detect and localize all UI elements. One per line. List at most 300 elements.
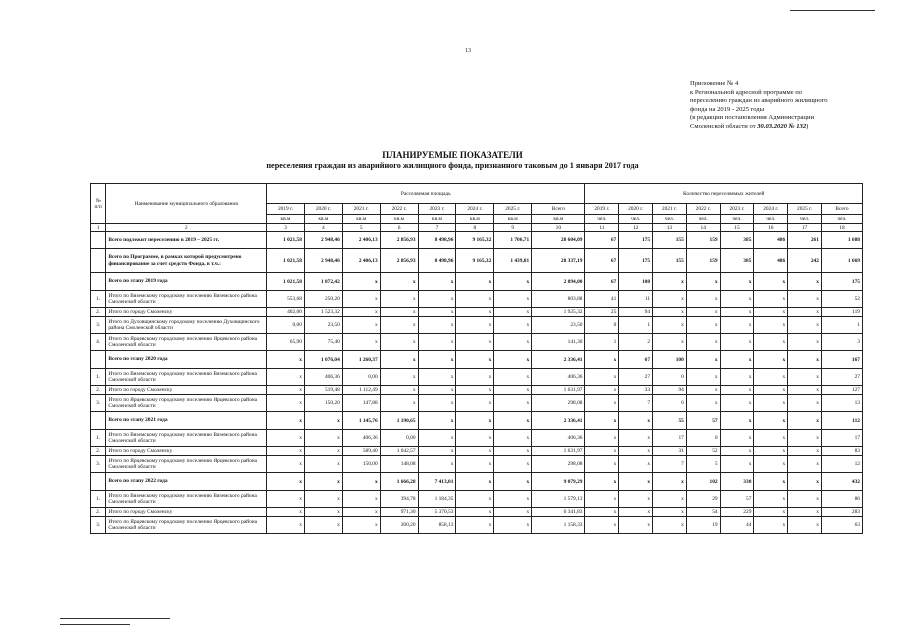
people-cell: x	[788, 430, 822, 447]
area-cell: 0,00	[380, 430, 418, 447]
document-title: ПЛАНИРУЕМЫЕ ПОКАЗАТЕЛИ	[382, 150, 523, 160]
header-column-number: 6	[380, 224, 418, 232]
area-cell: 0,00	[342, 369, 380, 386]
header-people-year: 2020 г.	[619, 204, 653, 215]
table-row-total	[91, 273, 863, 291]
table-row	[91, 334, 863, 351]
people-cell: x	[788, 351, 822, 369]
people-cell: x	[585, 447, 619, 456]
people-cell: 13	[821, 395, 862, 412]
header-area-year: 2024 г.	[456, 204, 494, 215]
people-cell: x	[619, 473, 653, 491]
area-cell: 589,40	[342, 447, 380, 456]
area-cell: x	[267, 508, 305, 517]
area-cell: 803,88	[532, 291, 585, 308]
people-cell: 94	[653, 386, 687, 395]
header-people-unit: чел.	[585, 215, 619, 224]
area-cell: x	[380, 273, 418, 291]
people-cell: x	[653, 517, 687, 534]
people-cell: x	[754, 369, 788, 386]
area-cell: x	[267, 369, 305, 386]
area-cell: 250,20	[304, 291, 342, 308]
area-cell: x	[418, 369, 456, 386]
header-name: Наименование муниципального образования	[106, 184, 267, 224]
area-cell: x	[342, 508, 380, 517]
area-cell: 147,88	[342, 395, 380, 412]
people-cell: x	[653, 308, 687, 317]
area-cell: x	[418, 395, 456, 412]
row-number	[91, 351, 106, 369]
row-name: Итого по Вяземскому городскому поселению Вяземского района Смоленской области	[106, 369, 267, 386]
people-cell: x	[585, 517, 619, 534]
area-cell: x	[304, 508, 342, 517]
people-cell: x	[585, 456, 619, 473]
people-cell: 3	[821, 334, 862, 351]
header-people-unit: чел.	[686, 215, 720, 224]
area-cell: 75,40	[304, 334, 342, 351]
people-cell: 67	[585, 249, 619, 273]
area-cell: 28 337,19	[532, 249, 585, 273]
header-column-number: 2	[106, 224, 267, 232]
area-cell: x	[380, 291, 418, 308]
people-cell: 385	[720, 249, 754, 273]
row-name: Итого по городу Смоленску	[106, 386, 267, 395]
area-cell: x	[418, 447, 456, 456]
people-cell: x	[788, 317, 822, 334]
people-cell: 1 688	[821, 232, 862, 249]
people-cell: 29	[686, 491, 720, 508]
area-cell: 858,13	[418, 517, 456, 534]
people-cell: 229	[720, 508, 754, 517]
area-cell: x	[380, 386, 418, 395]
table-row-total	[91, 473, 863, 491]
area-cell: x	[304, 456, 342, 473]
header-column-number: 1	[91, 224, 106, 232]
row-number: 3.	[91, 456, 106, 473]
area-cell: x	[418, 291, 456, 308]
header-people-year: 2023 г.	[720, 204, 754, 215]
people-cell: x	[788, 473, 822, 491]
row-name: Итого по Вяземскому городскому поселению Вяземского района Смоленской области	[106, 491, 267, 508]
row-number	[91, 273, 106, 291]
header-column-number: 5	[342, 224, 380, 232]
area-cell: x	[304, 447, 342, 456]
appendix-line-4: фонда на 2019 - 2025 годы	[690, 105, 765, 113]
area-cell: 28 604,09	[532, 232, 585, 249]
area-cell: 1 184,35	[418, 491, 456, 508]
area-cell: x	[456, 412, 494, 430]
area-cell: x	[494, 386, 532, 395]
people-cell: x	[754, 334, 788, 351]
people-cell: 102	[686, 473, 720, 491]
table-row-total	[91, 232, 863, 249]
people-cell: x	[720, 291, 754, 308]
area-cell: 406,36	[304, 369, 342, 386]
header-column-number: 11	[585, 224, 619, 232]
area-cell: x	[456, 491, 494, 508]
area-cell: 2 406,13	[342, 232, 380, 249]
area-cell: 2 406,13	[342, 249, 380, 273]
row-number: 2.	[91, 508, 106, 517]
area-cell: x	[494, 308, 532, 317]
bottom-rule	[60, 618, 170, 619]
people-cell: x	[585, 412, 619, 430]
area-cell: x	[267, 386, 305, 395]
people-cell: x	[788, 291, 822, 308]
area-cell: 2 336,41	[532, 412, 585, 430]
people-cell: x	[720, 386, 754, 395]
people-cell: x	[686, 273, 720, 291]
area-cell: 7 413,01	[418, 473, 456, 491]
area-cell: x	[267, 473, 305, 491]
table-header	[91, 184, 863, 232]
area-cell: x	[494, 473, 532, 491]
area-cell: x	[267, 351, 305, 369]
people-cell: x	[788, 308, 822, 317]
area-cell: x	[494, 317, 532, 334]
table-row	[91, 508, 863, 517]
area-cell: 1 190,65	[380, 412, 418, 430]
header-people-year: 2024 г.	[754, 204, 788, 215]
people-cell: x	[788, 369, 822, 386]
people-cell: x	[686, 369, 720, 386]
people-cell: x	[754, 273, 788, 291]
area-cell: x	[418, 308, 456, 317]
header-column-number: 7	[418, 224, 456, 232]
area-cell: x	[304, 491, 342, 508]
area-cell: 1 706,71	[494, 232, 532, 249]
row-name: Итого по Вяземскому городскому поселению Вяземского района Смоленской области	[106, 430, 267, 447]
table-row-total	[91, 412, 863, 430]
people-cell: x	[653, 291, 687, 308]
area-cell: x	[342, 291, 380, 308]
area-cell: x	[267, 430, 305, 447]
people-cell: 31	[653, 447, 687, 456]
people-cell: x	[788, 395, 822, 412]
area-cell: 1 158,33	[532, 517, 585, 534]
people-cell: 12	[821, 456, 862, 473]
area-cell: x	[380, 369, 418, 386]
header-area-unit: кв.м	[532, 215, 585, 224]
area-cell: x	[456, 291, 494, 308]
people-cell: x	[619, 412, 653, 430]
row-number: 1.	[91, 291, 106, 308]
people-cell: 55	[653, 412, 687, 430]
area-cell: x	[267, 447, 305, 456]
table-row	[91, 317, 863, 334]
people-cell: 7	[653, 456, 687, 473]
area-cell: x	[456, 273, 494, 291]
row-name: Итого по Ярцевскому городскому поселению Ярцевского района Смоленской области	[106, 456, 267, 473]
header-area-unit: кв.м	[456, 215, 494, 224]
people-cell: x	[619, 491, 653, 508]
header-people-year: Всего	[821, 204, 862, 215]
people-cell: x	[788, 508, 822, 517]
area-cell: x	[418, 334, 456, 351]
area-cell: 65,90	[267, 334, 305, 351]
area-cell: x	[342, 473, 380, 491]
header-area-year: Всего	[532, 204, 585, 215]
appendix-line-3: переселению граждан из аварийного жилищного	[690, 97, 828, 105]
area-cell: 1 631,97	[532, 386, 585, 395]
people-cell: 167	[821, 351, 862, 369]
row-number	[91, 473, 106, 491]
header-column-number: 15	[720, 224, 754, 232]
area-cell: 2 856,93	[380, 249, 418, 273]
area-cell: 1 021,58	[267, 232, 305, 249]
area-cell: 2 948,46	[304, 249, 342, 273]
people-cell: x	[754, 351, 788, 369]
area-cell: 1 631,97	[532, 447, 585, 456]
people-cell: x	[754, 291, 788, 308]
area-cell: x	[494, 351, 532, 369]
area-cell: 402,00	[267, 308, 305, 317]
area-cell: x	[494, 273, 532, 291]
header-column-number: 16	[754, 224, 788, 232]
people-cell: 159	[686, 232, 720, 249]
area-cell: x	[494, 430, 532, 447]
area-cell: x	[342, 317, 380, 334]
document-subtitle: переселения граждан из аварийного жилищного фонда, признанного таковым до 1 января 2017 года	[266, 161, 639, 170]
people-cell: 0	[653, 369, 687, 386]
row-name: Итого по городу Смоленску	[106, 308, 267, 317]
people-cell: x	[653, 508, 687, 517]
area-cell: x	[456, 386, 494, 395]
people-cell: x	[619, 508, 653, 517]
header-area-unit: кв.м	[342, 215, 380, 224]
people-cell: 486	[754, 249, 788, 273]
header-area-year: 2020 г.	[304, 204, 342, 215]
header-area-year: 2019 г.	[267, 204, 305, 215]
people-cell: 2	[619, 334, 653, 351]
row-number: 3.	[91, 317, 106, 334]
people-cell: x	[686, 386, 720, 395]
area-cell: x	[494, 334, 532, 351]
people-cell: 27	[821, 369, 862, 386]
header-column-number: 14	[686, 224, 720, 232]
area-cell: 1 579,13	[532, 491, 585, 508]
appendix-line-6: Смоленской области от	[690, 122, 758, 130]
people-cell: 52	[686, 447, 720, 456]
header-area-unit: кв.м	[304, 215, 342, 224]
people-cell: x	[686, 317, 720, 334]
people-cell: 94	[619, 308, 653, 317]
row-number: 2.	[91, 308, 106, 317]
area-cell: 553,68	[267, 291, 305, 308]
people-cell: x	[754, 317, 788, 334]
header-area-unit: кв.м	[418, 215, 456, 224]
header-column-number: 8	[456, 224, 494, 232]
header-column-number: 9	[494, 224, 532, 232]
people-cell: 19	[686, 517, 720, 534]
area-cell: x	[456, 456, 494, 473]
area-cell: 394,78	[380, 491, 418, 508]
header-column-number: 12	[619, 224, 653, 232]
people-cell: x	[754, 517, 788, 534]
area-cell: x	[456, 351, 494, 369]
row-number: 3.	[91, 395, 106, 412]
area-cell: 2 894,00	[532, 273, 585, 291]
area-cell: 298,08	[532, 456, 585, 473]
people-cell: x	[754, 491, 788, 508]
header-area-group: Расселяемая площадь	[267, 184, 585, 204]
people-cell: x	[788, 447, 822, 456]
area-cell: x	[304, 412, 342, 430]
area-cell: 971,30	[380, 508, 418, 517]
area-cell: 8 498,96	[418, 249, 456, 273]
people-cell: 25	[585, 308, 619, 317]
area-cell: 9 079,29	[532, 473, 585, 491]
people-cell: 11	[619, 291, 653, 308]
people-cell: x	[720, 456, 754, 473]
people-cell: 0	[585, 317, 619, 334]
area-cell: x	[456, 369, 494, 386]
row-name: Всего подлежит переселению в 2019 – 2025 гг.	[106, 232, 267, 249]
row-number: 3.	[91, 517, 106, 534]
people-cell: x	[720, 308, 754, 317]
row-name: Всего по Программе, в рамках которой предусмотрено финансирование за счет средств Фонда, в т.ч.:	[106, 249, 267, 273]
area-cell: x	[304, 517, 342, 534]
people-cell: x	[754, 308, 788, 317]
area-cell: x	[456, 395, 494, 412]
people-cell: x	[720, 412, 754, 430]
people-cell: x	[585, 508, 619, 517]
area-cell: x	[418, 386, 456, 395]
people-cell: x	[788, 456, 822, 473]
table-row	[91, 456, 863, 473]
area-cell: 8 498,96	[418, 232, 456, 249]
people-cell: 1	[585, 334, 619, 351]
row-number	[91, 412, 106, 430]
people-cell: x	[720, 369, 754, 386]
people-cell: x	[754, 456, 788, 473]
area-cell: 23,50	[304, 317, 342, 334]
people-cell: 67	[585, 273, 619, 291]
area-cell: x	[494, 291, 532, 308]
area-cell: 1 523,32	[304, 308, 342, 317]
people-cell: x	[686, 395, 720, 412]
people-cell: x	[720, 430, 754, 447]
people-cell: 283	[821, 508, 862, 517]
area-cell: x	[456, 517, 494, 534]
people-cell: x	[754, 412, 788, 430]
header-people-unit: чел.	[653, 215, 687, 224]
header-num: № п/п	[91, 184, 106, 224]
area-cell: x	[342, 273, 380, 291]
people-cell: x	[788, 334, 822, 351]
people-cell: x	[788, 386, 822, 395]
header-area-year: 2022 г.	[380, 204, 418, 215]
page-number: 13	[465, 48, 471, 54]
area-cell: 1 021,58	[267, 273, 305, 291]
header-column-number: 3	[267, 224, 305, 232]
people-cell: 57	[686, 412, 720, 430]
table-body	[91, 232, 863, 534]
people-cell: 44	[720, 517, 754, 534]
area-cell: x	[494, 412, 532, 430]
table-row-total	[91, 351, 863, 369]
people-cell: x	[585, 491, 619, 508]
people-cell: 1	[821, 317, 862, 334]
area-cell: x	[456, 334, 494, 351]
people-cell: x	[720, 351, 754, 369]
people-cell: x	[788, 273, 822, 291]
people-cell: 119	[821, 308, 862, 317]
header-people-group: Количество переселяемых жителей	[585, 184, 863, 204]
table-row	[91, 308, 863, 317]
area-cell: 148,08	[380, 456, 418, 473]
area-cell: x	[267, 456, 305, 473]
handwritten-date: 30.03.2020 № 132	[757, 122, 807, 130]
header-column-number: 4	[304, 224, 342, 232]
people-cell: x	[585, 351, 619, 369]
people-cell: x	[619, 456, 653, 473]
area-cell: x	[494, 395, 532, 412]
bottom-rule-short	[60, 624, 130, 625]
people-cell: 127	[821, 386, 862, 395]
area-cell: x	[380, 351, 418, 369]
area-cell: 298,08	[532, 395, 585, 412]
area-cell: 6 341,83	[532, 508, 585, 517]
people-cell: 7	[619, 395, 653, 412]
area-cell: x	[456, 317, 494, 334]
people-cell: 67	[585, 232, 619, 249]
row-name: Итого по Духовщинскому городскому поселению Духовщинского района Смоленской области	[106, 317, 267, 334]
row-number: 4.	[91, 334, 106, 351]
area-cell: x	[380, 395, 418, 412]
appendix-note: Приложение № 4 к Региональной адресной программе по переселению граждан из аварийного жилищного фонда на 2019 - 2025 годы (в редакции постановления Администрации Смоленской области от 30.03.2020 № 132)	[690, 80, 828, 130]
area-cell: x	[342, 491, 380, 508]
area-cell: x	[456, 473, 494, 491]
row-name: Итого по Ярцевскому городскому поселению Ярцевского района Смоленской области	[106, 517, 267, 534]
people-cell: 17	[821, 430, 862, 447]
area-cell: 0,00	[267, 317, 305, 334]
people-cell: x	[788, 412, 822, 430]
header-column-numbers-row	[91, 224, 863, 232]
header-column-number: 13	[653, 224, 687, 232]
header-area-year: 2025 г.	[494, 204, 532, 215]
area-cell: x	[494, 517, 532, 534]
people-cell: 155	[653, 249, 687, 273]
header-column-number: 10	[532, 224, 585, 232]
area-cell: 406,36	[532, 369, 585, 386]
area-cell: x	[456, 308, 494, 317]
area-cell: x	[494, 369, 532, 386]
people-cell: 33	[619, 386, 653, 395]
area-cell: x	[418, 273, 456, 291]
people-cell: x	[585, 430, 619, 447]
table-row	[91, 386, 863, 395]
people-cell: x	[788, 517, 822, 534]
people-cell: 0	[686, 430, 720, 447]
table-row-total	[91, 249, 863, 273]
people-cell: x	[585, 369, 619, 386]
people-cell: 54	[686, 508, 720, 517]
people-cell: x	[720, 273, 754, 291]
people-cell: x	[686, 334, 720, 351]
area-cell: 300,20	[380, 517, 418, 534]
people-cell: 242	[788, 249, 822, 273]
top-rule	[790, 10, 875, 11]
row-number	[91, 232, 106, 249]
header-people-year: 2022 г.	[686, 204, 720, 215]
header-column-number: 18	[821, 224, 862, 232]
people-cell: x	[653, 317, 687, 334]
row-number: 1.	[91, 491, 106, 508]
people-cell: x	[754, 447, 788, 456]
people-cell: 261	[788, 232, 822, 249]
row-name: Итого по городу Смоленску	[106, 447, 267, 456]
